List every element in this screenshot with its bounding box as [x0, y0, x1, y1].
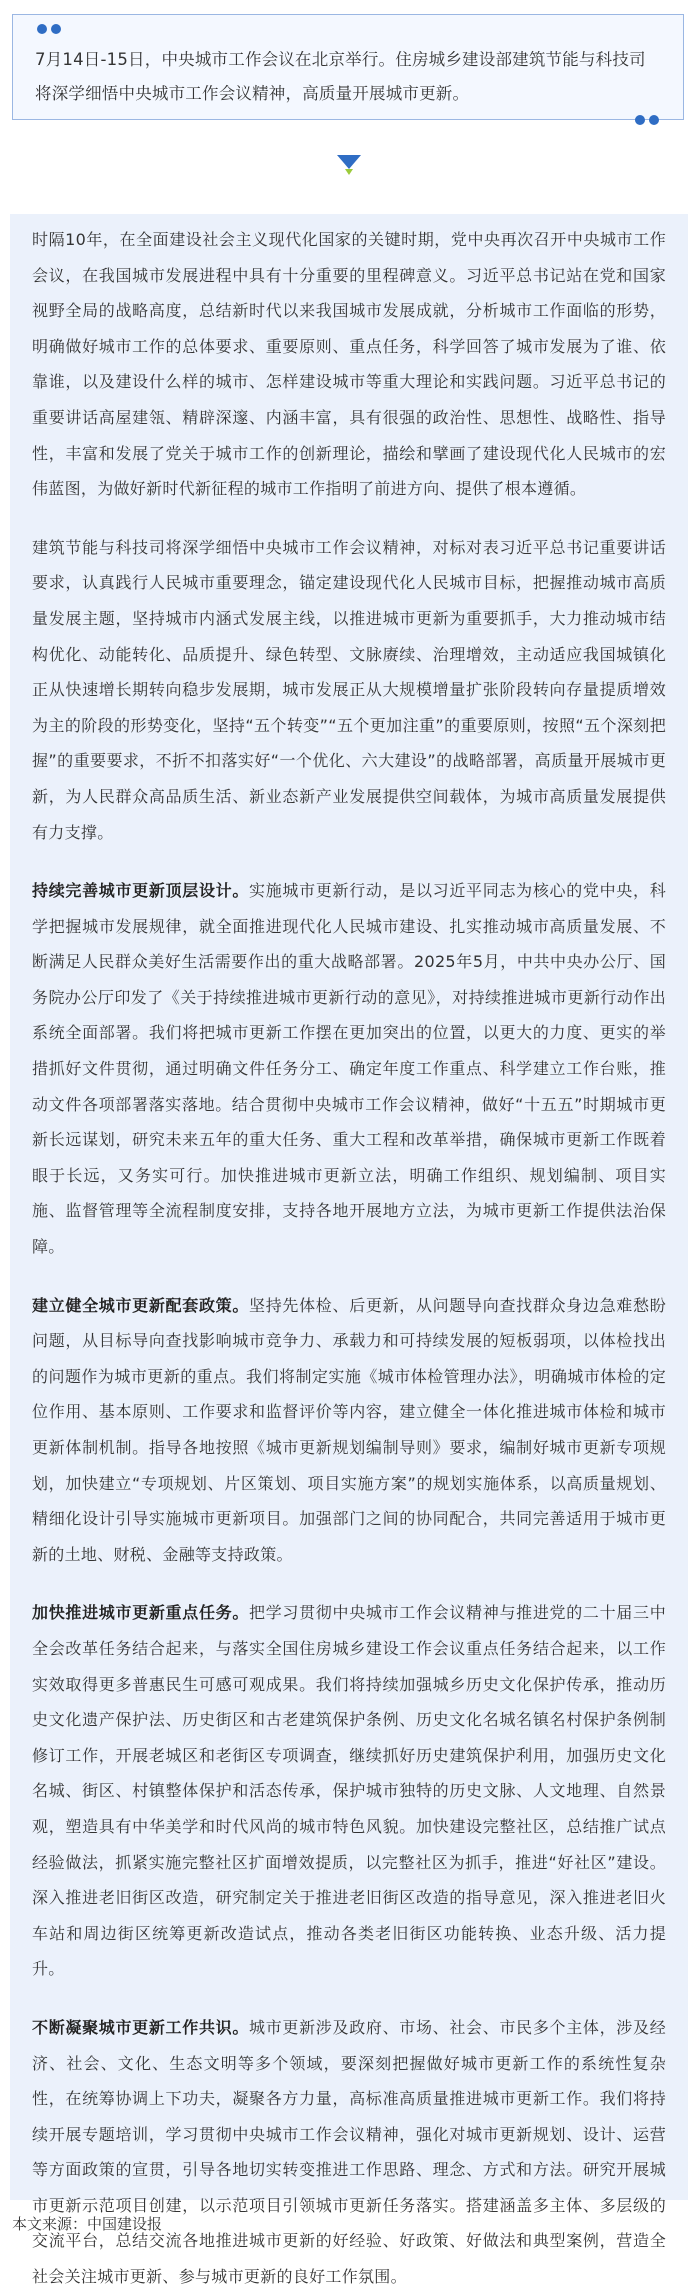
decor-dots-bottom-right: [635, 115, 659, 125]
paragraph-1: 时隔10年，在全面建设社会主义现代化国家的关键时期，党中央再次召开中央城市工作会议，在我国城市发展进程中具有十分重要的里程碑意义。习近平总书记站在党和国家视野全局的战略高度，总结新时代以来我国城市发展成就，分析城市工作面临的形势，明确做好城市工作的总体要求、重要原则、重点任务，科学回答了城市发展为了谁、依靠谁，以及建设什么样的城市、怎样建设城市等重大理论和实践问题。习近平总书记的重要讲话高屋建瓴、精辟深邃、内涵丰富，具有很强的政治性、思想性、战略性、指导性，丰富和发展了党关于城市工作的创新理论，描绘和擘画了建设现代化人民城市的宏伟蓝图，为做好新时代新征程的城市工作指明了前进方向、提供了根本遵循。: [32, 230, 666, 499]
paragraph-2: 建筑节能与科技司将深学细悟中央城市工作会议精神，对标对表习近平总书记重要讲话要求，认真践行人民城市重要理念，锚定建设现代化人民城市目标，把握推动城市高质量发展主题，坚持城市内涵式发展主线，以推进城市更新为重要抓手，大力推动城市结构优化、动能转化、品质提升、绿色转型、文脉赓续、治理增效，主动适应我国城镇化正从快速增长期转向稳步发展期，城市发展正从大规模增量扩张阶段转向存量提质增效为主的阶段的形势变化，坚持“五个转变”“五个更加注重”的重要原则，按照“五个深刻把握”的重要要求，不折不扣落实好“一个优化、六大建设”的战略部署，高质量开展城市更新，为人民群众高品质生活、新业态新产业发展提供空间载体，为城市高质量发展提供有力支撑。: [32, 537, 666, 842]
intro-text: 7月14日-15日，中央城市工作会议在北京举行。住房城乡建设部建筑节能与科技司将深学细悟中央城市工作会议精神，高质量开展城市更新。: [35, 50, 646, 103]
down-triangle-icon: [336, 154, 362, 176]
section-divider: [0, 154, 698, 176]
source-credit: 本文来源：中国建设报: [12, 2215, 163, 2233]
paragraph-6: 不断凝聚城市更新工作共识。城市更新涉及政府、市场、社会、市民多个主体，涉及经济、社会、文化、生态文明等多个领域，要深刻把握做好城市更新工作的系统性复杂性，在统筹协调上下功夫，凝聚各方力量，高标准高质量推进城市更新工作。我们将持续开展专题培训，学习贯彻中央城市工作会议精神，强化对城市更新规划、设计、运营等方面政策的宣贯，引导各地切实转变推进工作思路、理念、方式和方法。研究开展城市更新示范项目创建，以示范项目引领城市更新任务落实。搭建涵盖多主体、多层级的交流平台，总结交流各地推进城市更新的好经验、好政策、好做法和典型案例，营造全社会关注城市更新、参与城市更新的良好工作氛围。: [32, 2017, 666, 2287]
paragraph-heading: 持续完善城市更新顶层设计。: [32, 881, 250, 901]
paragraph-heading: 加快推进城市更新重点任务。: [32, 1603, 250, 1623]
paragraph-4: 建立健全城市更新配套政策。坚持先体检、后更新，从问题导向查找群众身边急难愁盼问题，从目标导向查找影响城市竞争力、承载力和可持续发展的短板弱项，以体检找出的问题作为城市更新的重点。我们将制定实施《城市体检管理办法》，明确城市体检的定位作用、基本原则、工作要求和监督评价等内容，建立健全一体化推进城市体检和城市更新体制机制。指导各地按照《城市更新规划编制导则》要求，编制好城市更新专项规划，加快建立“专项规划、片区策划、项目实施方案”的规划实施体系，以高质量规划、精细化设计引导实施城市更新项目。加强部门之间的协同配合，共同完善适用于城市更新的土地、财税、金融等支持政策。: [32, 1295, 666, 1564]
intro-box: [12, 14, 684, 120]
paragraph-3: 持续完善城市更新顶层设计。实施城市更新行动，是以习近平同志为核心的党中央，科学把握城市发展规律，就全面推进现代化人民城市建设、扎实推动城市高质量发展、不断满足人民群众美好生活需要作出的重大战略部署。2025年5月，中共中央办公厅、国务院办公厅印发了《关于持续推进城市更新行动的意见》，对持续推进城市更新行动作出系统全面部署。我们将把城市更新工作摆在更加突出的位置，以更大的力度、更实的举措抓好文件贯彻，通过明确文件任务分工、确定年度工作重点、科学建立工作台账，推动文件各项部署落实落地。结合贯彻中央城市工作会议精神，做好“十五五”时期城市更新长远谋划，研究未来五年的重大任务、重大工程和改革举措，确保城市更新工作既着眼于长远，又务实可行。加快推进城市更新立法，明确工作组织、规划编制、项目实施、监督管理等全流程制度安排，支持各地开展地方立法，为城市更新工作提供法治保障。: [32, 881, 666, 1257]
paragraph-heading: 不断凝聚城市更新工作共识。: [32, 2017, 250, 2037]
paragraph-heading: 建立健全城市更新配套政策。: [32, 1295, 250, 1315]
paragraph-5: 加快推进城市更新重点任务。把学习贯彻中央城市工作会议精神与推进党的二十届三中全会改革任务结合起来，与落实全国住房城乡建设工作会议重点任务结合起来，以工作实效取得更多普惠民生可感可观成果。我们将持续加强城乡历史文化保护传承，推动历史文化遗产保护法、历史街区和古老建筑保护条例、历史文化名城名镇名村保护条例制修订工作，开展老城区和老街区专项调查，继续抓好历史建筑保护利用，加强历史文化名城、街区、村镇整体保护和活态传承，保护城市独特的历史文脉、人文地理、自然景观，塑造具有中华美学和时代风尚的城市特色风貌。加快建设完整社区，总结推广试点经验做法，抓紧实施完整社区扩面增效提质，以完整社区为抓手，推进“好社区”建设。深入推进老旧街区改造，研究制定关于推进老旧街区改造的指导意见，深入推进老旧火车站和周边街区统筹更新改造试点，推动各类老旧街区功能转换、业态升级、活力提升。: [32, 1603, 666, 1979]
decor-dots-top-left: [37, 24, 61, 34]
